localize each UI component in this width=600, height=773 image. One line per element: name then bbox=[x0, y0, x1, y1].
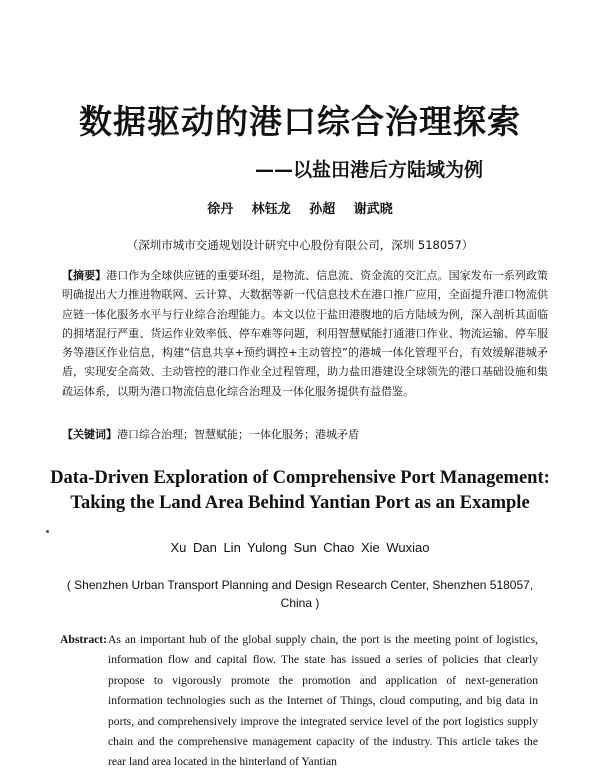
chinese-subtitle: ——以盐田港后方陆域为例 bbox=[255, 159, 484, 181]
english-affiliation: ( Shenzhen Urban Transport Planning and Design Research Center, Shenzhen 518057, China ) bbox=[66, 578, 534, 610]
chinese-abstract-text: 港口作为全球供应链的重要环组，是物流、信息流、资金流的交汇点。国家发布一系列政策明确提出大力推进物联网、云计算、大数据等新一代信息技术在港口推广应用，全面提升港口物流供应链一体化服务水平与行业综合治理能力。本文以位于盐田港腹地的后方陆域为例，深入剖析其面临的拥堵混行严重、货运作业效率低、停车难等问题，利用智慧赋能打通港口作业、物流运输、停车服务等港区作业信息，构建“信息共享+预约调控+主动管控”的港城一体化管理平台，有效缓解港城矛盾，实现安全高效、主动管控的港口作业全过程管理，助力盐田港建设全球领先的港口基础设施和集疏运体系，以期为港口物流信息化综合治理及一体化服务提供有益借鉴。 bbox=[62, 269, 548, 398]
chinese-abstract-label: 【摘要】 bbox=[62, 269, 107, 282]
chinese-abstract bbox=[62, 266, 548, 401]
english-abstract-text: As an important hub of the global supply chain, the port is the meeting point of logistics, information flow and capital flow. The state has issued a series of policies that clearly propose to vigorously promote the promotion and application of next-generation information technologies such as the Internet of Things, cloud computing, and big data in ports, and comprehensively improve the integrated service level of the port logistics supply chain and the comprehensive management capacity of the industry. This article takes the rear land area located in the hinterland of Yantian bbox=[108, 633, 538, 769]
english-title: Data-Driven Exploration of Comprehensive Port Management: Taking the Land Area Behind Yantian Port as an Example bbox=[50, 468, 550, 513]
chinese-keywords-label: 【关键词】 bbox=[62, 428, 117, 441]
english-abstract bbox=[60, 630, 538, 773]
chinese-title: 数据驱动的港口综合治理探索 bbox=[79, 102, 521, 141]
chinese-keywords bbox=[62, 425, 548, 444]
english-abstract-label: Abstract: bbox=[60, 633, 108, 646]
scan-speck bbox=[46, 530, 49, 533]
english-authors: Xu Dan Lin Yulong Sun Chao Xie Wuxiao bbox=[170, 540, 430, 555]
chinese-affiliation: （深圳市城市交通规划设计研究中心股份有限公司，深圳 518057） bbox=[126, 238, 474, 252]
chinese-keywords-text: 港口综合治理；智慧赋能；一体化服务；港城矛盾 bbox=[117, 428, 359, 441]
chinese-authors: 徐丹 林钰龙 孙超 谢武晓 bbox=[207, 202, 393, 217]
